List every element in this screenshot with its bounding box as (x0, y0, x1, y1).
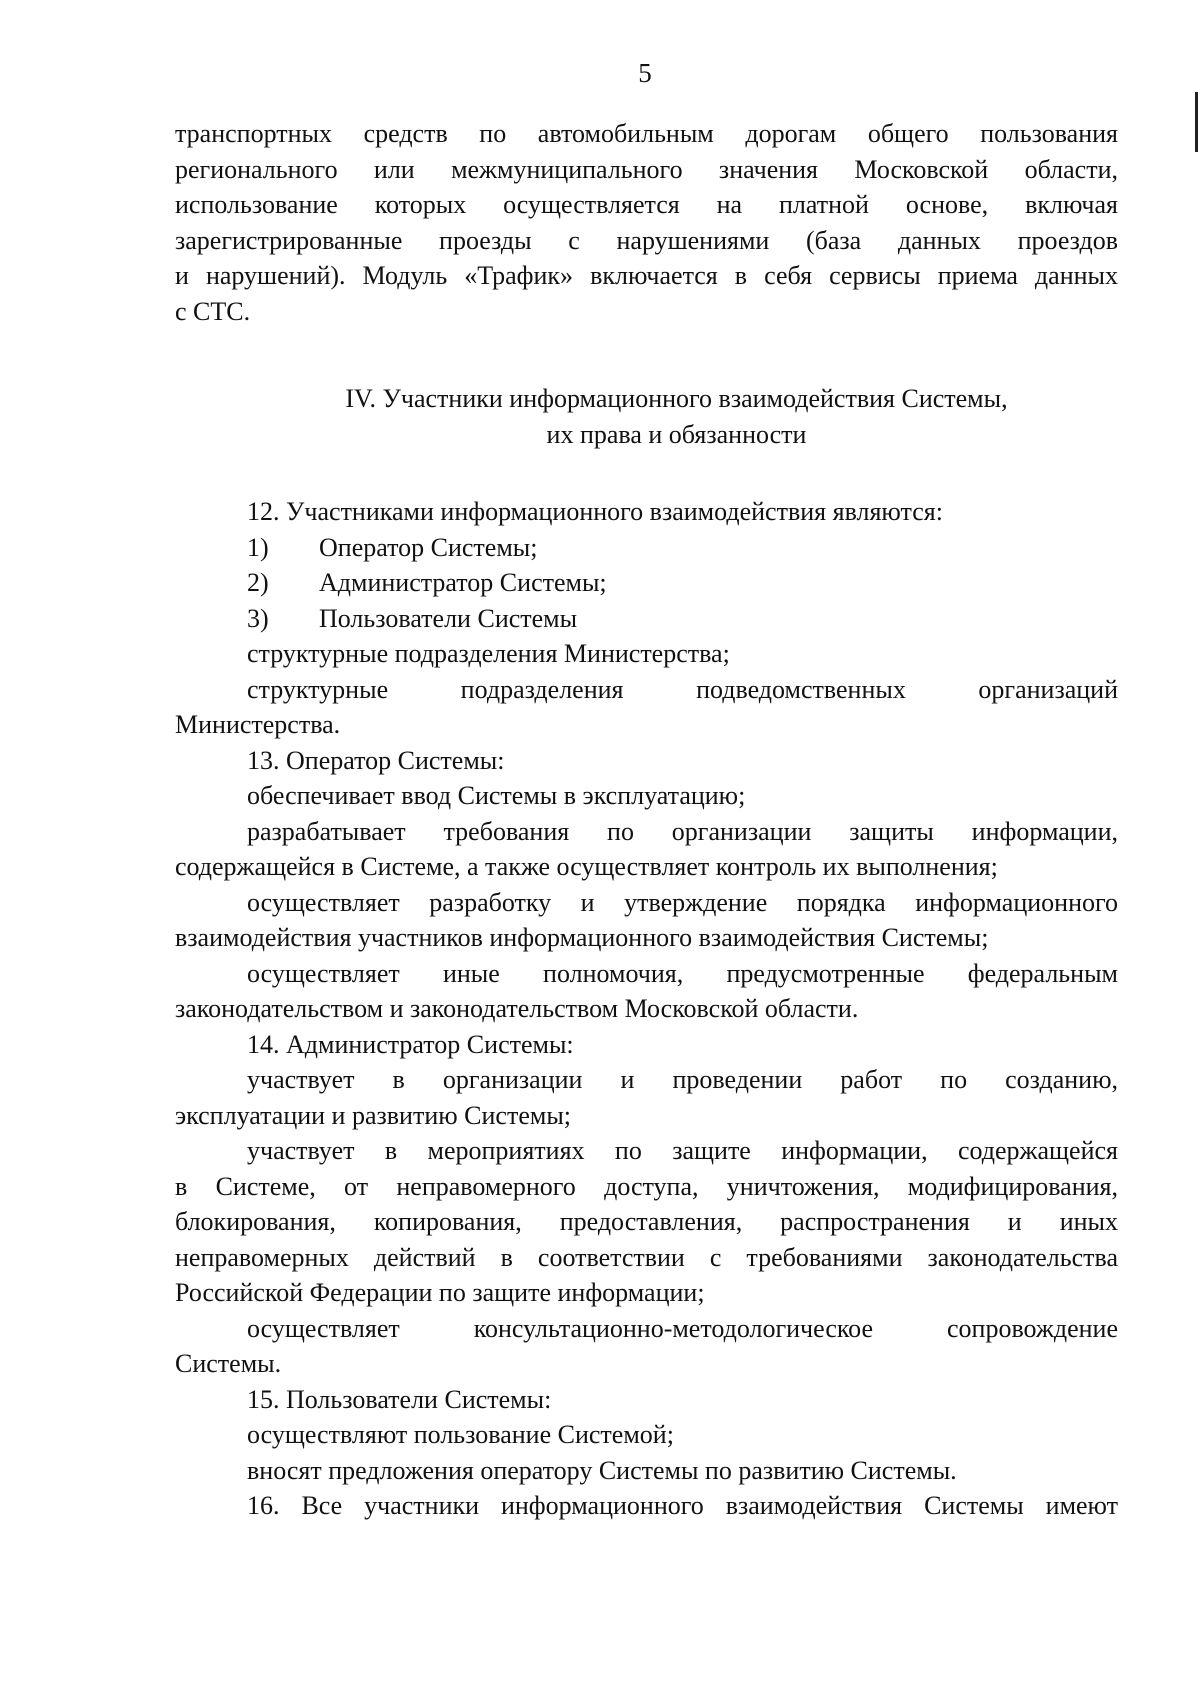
clause-12-title: 12. Участниками информационного взаимодействия являются: (247, 497, 943, 526)
clause-12-sub: структурные подразделения подведомственных организаций (247, 674, 1118, 704)
intro-line: транспортных средств по автомобильным дорогам общего пользования (175, 119, 1118, 148)
clause-15-duty: осуществляют пользование Системой; (247, 1420, 674, 1449)
clause-15-title: 15. Пользователи Системы: (247, 1384, 552, 1414)
list-item-number: 1) (247, 532, 269, 562)
clause-14-duty: неправомерных действий в соответствии с требованиями законодательства (175, 1242, 1118, 1272)
intro-line: использование которых осуществляется на платной основе, включая (175, 190, 1118, 219)
clause-16-line: 16. Все участники информационного взаимодействия Системы имеют (247, 1491, 1118, 1520)
list-item-text: Администратор Системы; (319, 568, 607, 597)
intro-line: с СТС. (175, 296, 251, 326)
section-heading-line: IV. Участники информационного взаимодействия Системы, (345, 384, 1008, 413)
clause-14-duty: участвует в мероприятиях по защите информации, содержащейся (247, 1136, 1118, 1165)
clause-13-title: 13. Оператор Системы: (247, 745, 505, 775)
clause-13-duty: взаимодействия участников информационного взаимодействия Системы; (175, 923, 989, 952)
list-item (175, 565, 1118, 601)
clause-14-duty: Системы. (175, 1349, 282, 1378)
clause-13-duty: обеспечивает ввод Системы в эксплуатацию; (247, 781, 746, 810)
clause-14-duty: участвует в организации и проведении работ по созданию, (247, 1065, 1118, 1094)
list-item-number: 2) (247, 568, 269, 597)
scan-edge-mark (1195, 92, 1198, 152)
list-item-text: Пользователи Системы (319, 603, 578, 633)
list-item-number: 3) (247, 603, 269, 633)
clause-12-sub: Министерства. (175, 710, 341, 739)
list-item-text: Оператор Системы; (319, 532, 538, 562)
page-number: 5 (638, 58, 652, 88)
clause-14-title: 14. Администратор Системы: (247, 1029, 574, 1059)
document-body (175, 116, 1118, 1524)
clause-14-duty: в Системе, от неправомерного доступа, уничтожения, модифицирования, (175, 1171, 1118, 1201)
clause-14-duty: эксплуатации и развитию Системы; (175, 1100, 572, 1130)
clause-14-duty: осуществляет консультационно-методологическое сопровождение (247, 1313, 1118, 1343)
clause-15-duty: вносят предложения оператору Системы по развитию Системы. (247, 1455, 957, 1485)
section-heading-line: их права и обязанности (546, 419, 807, 449)
clause-12-sub: структурные подразделения Министерства; (247, 639, 730, 668)
intro-line: и нарушений). Модуль «Трафик» включается в себя сервисы приема данных (175, 261, 1118, 290)
clause-13-duty: разрабатывает требования по организации защиты информации, (247, 816, 1118, 846)
clause-13-duty: осуществляет иные полномочия, предусмотренные федеральным (247, 958, 1118, 988)
clause-14-duty: блокирования, копирования, предоставления, распространения и иных (175, 1207, 1118, 1236)
clause-13-duty: осуществляет разработку и утверждение порядка информационного (247, 887, 1118, 917)
clause-13-duty: законодательством и законодательством Московской области. (175, 994, 859, 1023)
intro-line: регионального или межмуниципального значения Московской области, (175, 154, 1118, 184)
clause-14-duty: Российской Федерации по защите информации; (175, 1278, 705, 1307)
clause-13-duty: содержащейся в Системе, а также осуществляет контроль их выполнения; (175, 852, 998, 881)
list-item (175, 530, 1118, 566)
list-item (175, 601, 1118, 637)
intro-line: зарегистрированные проезды с нарушениями (база данных проездов (175, 225, 1118, 255)
